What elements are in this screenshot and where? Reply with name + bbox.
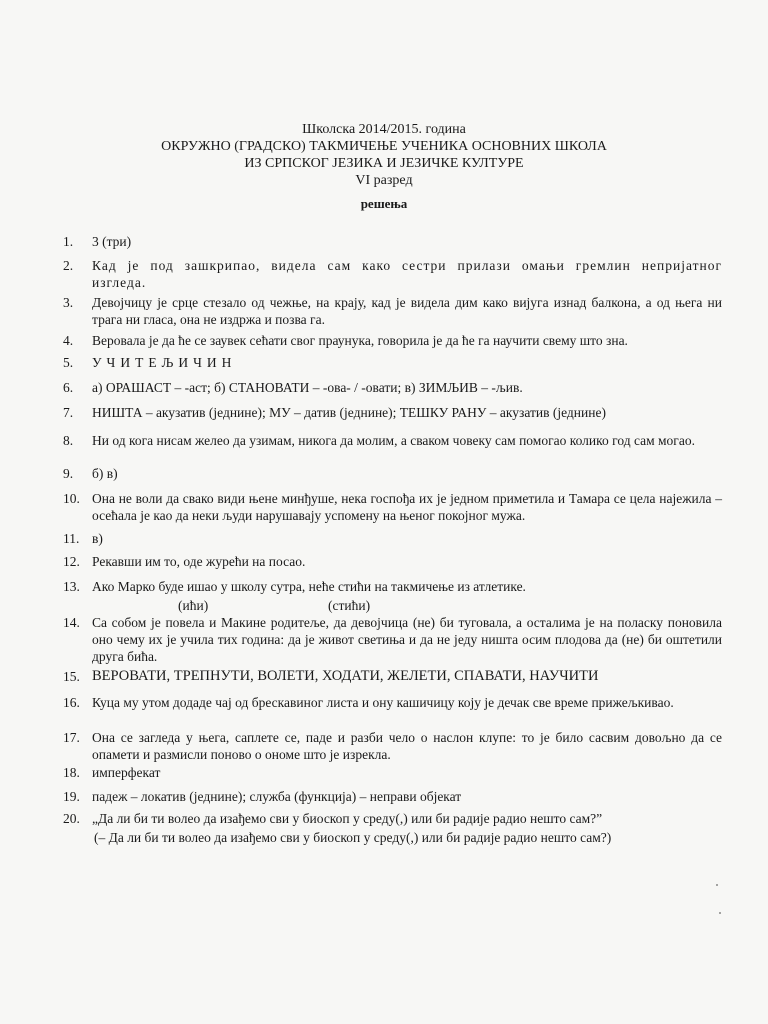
solutions-heading: решења [360, 196, 408, 211]
answer-number: 19. [63, 789, 80, 804]
answer-text: Девојчицу је срце стезало од чежње, на крају, кад је видела дим како вијуга изнад балкона, а од њега ни трага ни гласа, она не издржа и позва га. [92, 295, 722, 327]
competition-title: ОКРУЖНО (ГРАДСКО) ТАКМИЧЕЊЕ УЧЕНИКА ОСНОВНИХ ШКОЛА [161, 139, 607, 154]
answer-number: 9. [63, 466, 74, 481]
answer-text: НИШТА – акузатив (једнине); МУ – датив (једнине); ТЕШКУ РАНУ – акузатив (једнине) [92, 405, 606, 420]
answer-text: Куца му утом додаде чај од брескавиног листа и ону кашичицу коју је дечак све време прижељкивао. [92, 695, 674, 710]
answer-text: падеж – локатив (једнине); служба (функција) – неправи објекат [92, 789, 462, 804]
verb-note-iti: (ићи) [178, 598, 209, 613]
answer-number: 11. [63, 531, 80, 546]
answer-number: 2. [63, 258, 74, 273]
answer-number: 12. [63, 554, 80, 569]
verb-note-stici: (стићи) [328, 598, 371, 613]
answer-text: имперфекат [92, 765, 161, 780]
answer-number: 3. [63, 295, 74, 310]
answer-text: Са собом је повела и Макине родитеље, да девојчица (не) би туговала, а осталима је на поласку поновила оно чему их је учила тих година: да је живот светиња и да не једу ништа осим плодова да (не) би оштетили друга бића. [92, 615, 722, 664]
answer-number: 13. [63, 579, 80, 594]
answer-number: 4. [63, 333, 74, 348]
answer-text: а) ОРАШАСТ – -аст; б) СТАНОВАТИ – -ова- / -овати; в) ЗИМЉИВ – -љив. [92, 380, 523, 395]
answer-text: ВЕРОВАТИ, ТРЕПНУТИ, ВОЛЕТИ, ХОДАТИ, ЖЕЛЕТИ, СПАВАТИ, НАУЧИТИ [92, 668, 599, 684]
answer-number: 14. [63, 615, 80, 630]
answer-number: 17. [63, 730, 80, 745]
answer-text: Рекавши им то, оде журећи на посао. [92, 554, 306, 569]
answer-text: Кад је под зашкрипао, видела сам како сестри прилази омањи гремлин непријатног изгледа. [92, 258, 722, 290]
answer-text: „Да ли би ти волео да изађемо сви у биоскоп у среду(,) или би радије радио нешто сам?” [92, 811, 603, 826]
answer-number: 10. [63, 491, 80, 506]
competition-subject: ИЗ СРПСКОГ ЈЕЗИКА И ЈЕЗИЧКЕ КУЛТУРЕ [244, 156, 524, 171]
document-header [0, 121, 768, 189]
grade-label: VI разред [355, 173, 413, 188]
answer-text: б) в) [92, 466, 118, 481]
answer-text: 3 (три) [92, 234, 132, 249]
answer-text: УЧИТЕЉИЧИН [92, 355, 237, 370]
answer-number: 6. [63, 380, 74, 395]
answer-text: Она се загледа у њега, саплете се, паде и разби чело о наслон клупе: то је било сасвим довољно да се опамети и размисли поново о ономе што је изрекла. [92, 730, 722, 762]
answer-text: Веровала је да ће се заувек сећати свог праунука, говорила је да ће га научити свему што зна. [92, 333, 628, 348]
answer-number: 1. [63, 234, 74, 249]
scan-speck [716, 884, 718, 886]
answer-text: Ни од кога нисам желео да узимам, никога да молим, а сваком човеку сам помогао колико год сам могао. [92, 433, 695, 448]
answer-number: 20. [63, 811, 80, 826]
answer-number: 18. [63, 765, 80, 780]
answer-text: Она не воли да свако види њене минђуше, нека госпођа их је једном приметила и Тамара се цела најежила – осећала је као да неки људи нарушавају успомену на њеног покојног мужа. [92, 491, 722, 523]
answer-number: 5. [63, 355, 74, 370]
answer-text: в) [92, 531, 103, 546]
answer-number: 7. [63, 405, 74, 420]
answer-number: 15. [63, 669, 80, 684]
answer-number: 16. [63, 695, 80, 710]
school-year: Школска 2014/2015. година [302, 122, 466, 137]
answer-text: Ако Марко буде ишао у школу сутра, неће стићи на такмичење из атлетике. [92, 579, 526, 594]
answer-alternative: (– Да ли би ти волео да изађемо сви у биоскоп у среду(,) или би радије радио нешто сам?) [94, 830, 612, 845]
answer-number: 8. [63, 433, 74, 448]
scan-speck [719, 912, 721, 914]
